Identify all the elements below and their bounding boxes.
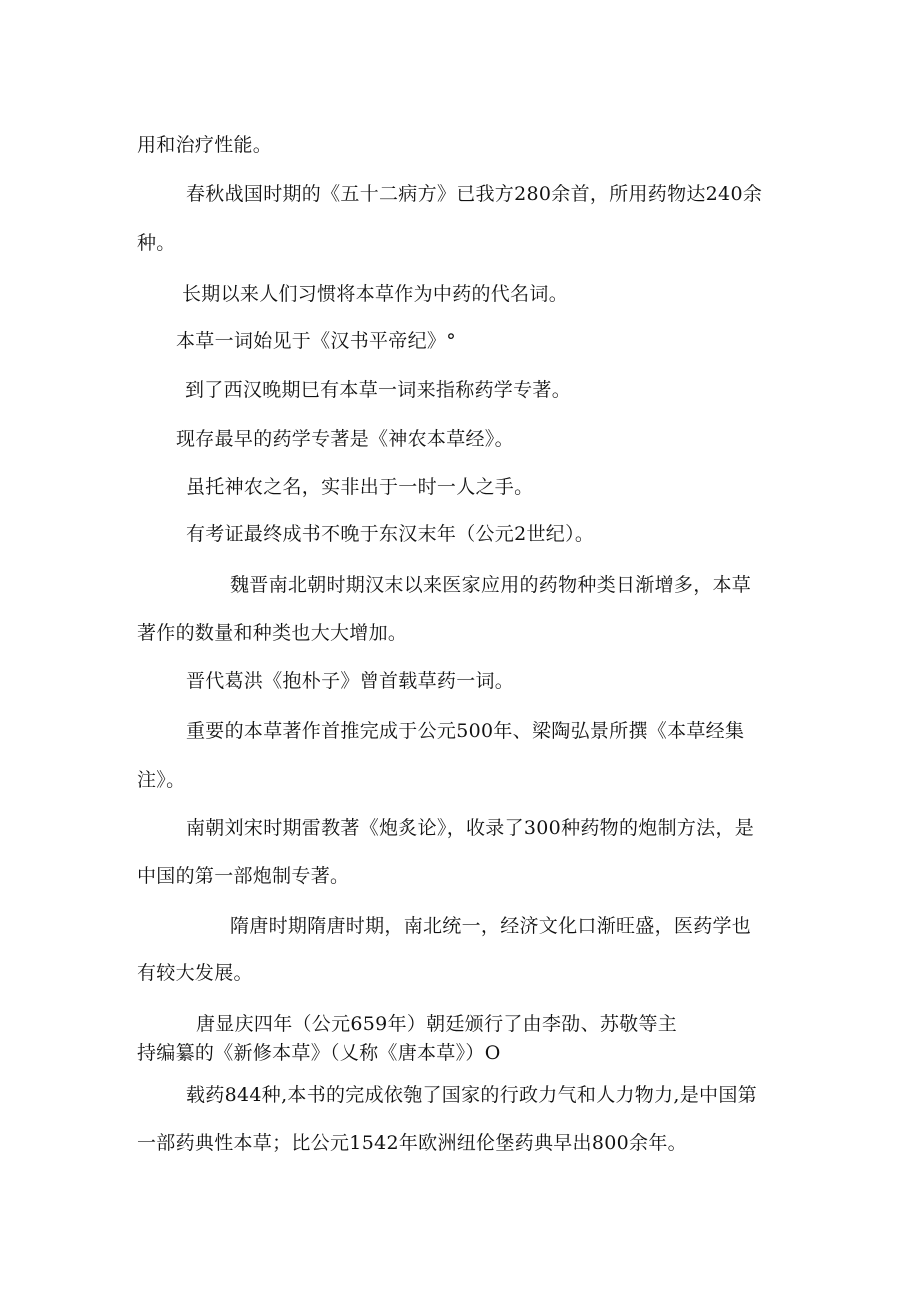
text-line: 中国的第一部炮制专著。 — [137, 865, 350, 887]
text-line: 种。 — [137, 232, 176, 254]
text-line: 有较大发展。 — [137, 962, 253, 984]
text-line: 重要的本草著作首推完成于公元500年、梁陶弘景所撰《本草经集 — [186, 720, 745, 742]
text-line: 著作的数量和种类也大大增加。 — [137, 622, 408, 644]
text-line: 用和治疗性能。 — [137, 134, 273, 156]
text-line: 魏晋南北朝时期汉末以来医家应用的药物种类日渐增多，本草 — [230, 574, 752, 596]
text-line: 注》。 — [137, 769, 186, 791]
text-line: 现存最早的药学专著是《神农本草经》。 — [176, 428, 514, 450]
text-line: 虽托神农之名，实非出于一时一人之手。 — [186, 476, 534, 498]
text-line: 唐显庆四年（公元659年）朝廷颁行了由李劭、苏敬等主 — [196, 1013, 678, 1035]
text-line: 到了西汉晚期巳有本草一词来指称药学专著。 — [185, 379, 572, 401]
text-line: 春秋战国时期的《五十二病方》已我方280余首，所用药物达240余 — [186, 183, 763, 205]
text-line: 有考证最终成书不晚于东汉末年（公元2世纪）。 — [186, 523, 595, 545]
text-line: 南朝刘宋时期雷教著《炮炙论》，收录了300种药物的炮制方法，是 — [186, 817, 755, 839]
text-line: 本草一词始见于《汉书平帝纪》° — [176, 330, 457, 352]
text-line: 晋代葛洪《抱朴子》曾首载草药一词。 — [186, 670, 515, 692]
text-line: 隋唐时期隋唐时期，南北统一，经济文化口渐旺盛，医药学也 — [230, 915, 752, 937]
text-line: 载药844种,本书的完成依匏了国家的行政力气和人力物力,是中国第 — [186, 1084, 757, 1106]
text-line: 长期以来人们习惯将本草作为中药的代名词。 — [182, 283, 569, 305]
text-line: 持编纂的《新修本草》（乂称《唐本草》）O — [137, 1042, 501, 1064]
text-line: 一部药典性本草；比公元1542年欧洲纽伦堡药典早出800余年。 — [137, 1132, 687, 1154]
